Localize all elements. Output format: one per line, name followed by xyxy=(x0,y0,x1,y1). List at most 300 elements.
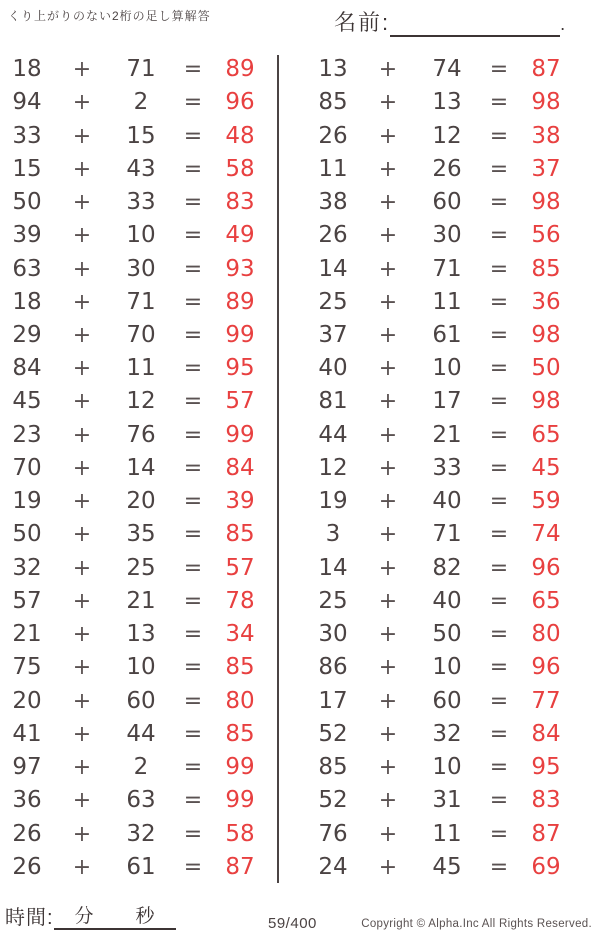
equals-sign: = xyxy=(183,522,203,548)
problem-row xyxy=(0,485,266,518)
plus-operator: + xyxy=(378,389,398,415)
plus-operator: + xyxy=(378,422,398,448)
answer-value: 87 xyxy=(531,56,561,83)
operand-a: 39 xyxy=(12,222,42,249)
answer-value: 36 xyxy=(531,288,561,315)
operand-a: 23 xyxy=(12,421,42,448)
answer-value: 89 xyxy=(225,56,255,83)
answer-value: 56 xyxy=(531,222,561,249)
operand-a: 63 xyxy=(12,255,42,282)
problems-column-right xyxy=(306,53,572,884)
plus-operator: + xyxy=(72,57,92,83)
operand-b: 44 xyxy=(126,720,156,747)
operand-b: 40 xyxy=(432,488,462,515)
equals-sign: = xyxy=(489,588,509,614)
operand-a: 19 xyxy=(318,488,348,515)
equals-sign: = xyxy=(489,755,509,781)
plus-operator: + xyxy=(378,721,398,747)
answer-value: 99 xyxy=(225,421,255,448)
operand-a: 45 xyxy=(12,388,42,415)
equals-sign: = xyxy=(183,322,203,348)
plus-operator: + xyxy=(378,57,398,83)
equals-sign: = xyxy=(183,57,203,83)
operand-b: 26 xyxy=(432,155,462,182)
operand-b: 13 xyxy=(126,621,156,648)
plus-operator: + xyxy=(72,622,92,648)
operand-a: 26 xyxy=(12,820,42,847)
equals-sign: = xyxy=(183,123,203,149)
operand-b: 11 xyxy=(432,288,462,315)
problem-row xyxy=(306,153,572,186)
operand-a: 14 xyxy=(318,255,348,282)
operand-a: 29 xyxy=(12,321,42,348)
equals-sign: = xyxy=(489,356,509,382)
operand-b: 10 xyxy=(126,222,156,249)
operand-b: 14 xyxy=(126,454,156,481)
answer-value: 80 xyxy=(531,621,561,648)
operand-a: 3 xyxy=(325,521,341,548)
plus-operator: + xyxy=(72,156,92,182)
problem-row xyxy=(306,851,572,884)
plus-operator: + xyxy=(72,256,92,282)
equals-sign: = xyxy=(183,422,203,448)
plus-operator: + xyxy=(378,455,398,481)
operand-a: 24 xyxy=(318,853,348,880)
operand-b: 2 xyxy=(133,754,149,781)
operand-a: 19 xyxy=(12,488,42,515)
operand-a: 14 xyxy=(318,554,348,581)
operand-b: 13 xyxy=(432,89,462,116)
problem-row xyxy=(0,618,266,651)
operand-b: 33 xyxy=(126,189,156,216)
answer-value: 58 xyxy=(225,820,255,847)
problem-row xyxy=(0,518,266,551)
problem-row xyxy=(0,119,266,152)
problem-row xyxy=(306,518,572,551)
plus-operator: + xyxy=(378,788,398,814)
plus-operator: + xyxy=(72,90,92,116)
problem-row xyxy=(0,219,266,252)
equals-sign: = xyxy=(183,721,203,747)
operand-b: 10 xyxy=(126,654,156,681)
answer-value: 99 xyxy=(225,754,255,781)
equals-sign: = xyxy=(489,655,509,681)
operand-b: 21 xyxy=(126,587,156,614)
problem-row xyxy=(306,86,572,119)
operand-b: 71 xyxy=(126,288,156,315)
operand-a: 75 xyxy=(12,654,42,681)
equals-sign: = xyxy=(183,788,203,814)
answer-value: 65 xyxy=(531,587,561,614)
plus-operator: + xyxy=(72,422,92,448)
operand-b: 71 xyxy=(126,56,156,83)
operand-a: 25 xyxy=(318,288,348,315)
problem-row xyxy=(306,485,572,518)
equals-sign: = xyxy=(489,721,509,747)
plus-operator: + xyxy=(378,289,398,315)
problem-row xyxy=(306,53,572,86)
answer-value: 98 xyxy=(531,321,561,348)
equals-sign: = xyxy=(183,854,203,880)
operand-a: 40 xyxy=(318,355,348,382)
problem-row xyxy=(0,319,266,352)
answer-value: 95 xyxy=(225,355,255,382)
problem-row xyxy=(0,751,266,784)
answer-value: 45 xyxy=(531,454,561,481)
problem-row xyxy=(306,585,572,618)
answer-value: 87 xyxy=(225,853,255,880)
equals-sign: = xyxy=(183,256,203,282)
problem-row xyxy=(306,718,572,751)
problem-row xyxy=(0,153,266,186)
answer-value: 99 xyxy=(225,321,255,348)
answer-value: 80 xyxy=(225,687,255,714)
operand-a: 26 xyxy=(12,853,42,880)
plus-operator: + xyxy=(378,223,398,249)
column-divider-line xyxy=(277,55,279,883)
plus-operator: + xyxy=(72,821,92,847)
plus-operator: + xyxy=(72,190,92,216)
operand-a: 52 xyxy=(318,787,348,814)
operand-b: 71 xyxy=(432,255,462,282)
operand-a: 36 xyxy=(12,787,42,814)
operand-a: 57 xyxy=(12,587,42,614)
plus-operator: + xyxy=(378,190,398,216)
answer-value: 85 xyxy=(225,654,255,681)
operand-b: 15 xyxy=(126,122,156,149)
problem-row xyxy=(306,651,572,684)
operand-b: 10 xyxy=(432,654,462,681)
plus-operator: + xyxy=(72,322,92,348)
operand-b: 10 xyxy=(432,355,462,382)
operand-b: 21 xyxy=(432,421,462,448)
operand-a: 30 xyxy=(318,621,348,648)
name-blank-line xyxy=(390,13,560,37)
answer-value: 85 xyxy=(225,521,255,548)
plus-operator: + xyxy=(378,655,398,681)
operand-b: 30 xyxy=(432,222,462,249)
operand-b: 30 xyxy=(126,255,156,282)
answer-value: 96 xyxy=(531,654,561,681)
operand-a: 18 xyxy=(12,288,42,315)
operand-a: 18 xyxy=(12,56,42,83)
plus-operator: + xyxy=(378,123,398,149)
problem-row xyxy=(306,817,572,850)
equals-sign: = xyxy=(183,389,203,415)
problem-row xyxy=(0,817,266,850)
answer-value: 98 xyxy=(531,89,561,116)
equals-sign: = xyxy=(183,588,203,614)
answer-value: 98 xyxy=(531,189,561,216)
answer-value: 85 xyxy=(225,720,255,747)
problem-row xyxy=(306,119,572,152)
equals-sign: = xyxy=(489,223,509,249)
problem-row xyxy=(0,53,266,86)
problem-row xyxy=(306,684,572,717)
plus-operator: + xyxy=(72,356,92,382)
problem-row xyxy=(0,784,266,817)
plus-operator: + xyxy=(72,555,92,581)
answer-value: 77 xyxy=(531,687,561,714)
equals-sign: = xyxy=(183,223,203,249)
operand-b: 60 xyxy=(432,189,462,216)
equals-sign: = xyxy=(183,555,203,581)
answer-value: 57 xyxy=(225,554,255,581)
problem-row xyxy=(306,751,572,784)
answer-value: 78 xyxy=(225,587,255,614)
plus-operator: + xyxy=(72,688,92,714)
worksheet-title: くり上がりのない2桁の足し算解答 xyxy=(8,9,211,23)
plus-operator: + xyxy=(72,755,92,781)
plus-operator: + xyxy=(378,489,398,515)
problem-row xyxy=(0,86,266,119)
operand-a: 41 xyxy=(12,720,42,747)
operand-b: 20 xyxy=(126,488,156,515)
problem-row xyxy=(0,452,266,485)
operand-a: 15 xyxy=(12,155,42,182)
operand-a: 44 xyxy=(318,421,348,448)
problem-row xyxy=(0,286,266,319)
answer-value: 96 xyxy=(225,89,255,116)
problem-row xyxy=(0,385,266,418)
operand-b: 60 xyxy=(126,687,156,714)
operand-a: 94 xyxy=(12,89,42,116)
problem-row xyxy=(0,186,266,219)
plus-operator: + xyxy=(72,522,92,548)
equals-sign: = xyxy=(489,123,509,149)
answer-value: 89 xyxy=(225,288,255,315)
operand-b: 35 xyxy=(126,521,156,548)
problem-row xyxy=(306,452,572,485)
operand-b: 31 xyxy=(432,787,462,814)
answer-value: 98 xyxy=(531,388,561,415)
problem-row xyxy=(0,252,266,285)
problem-row xyxy=(0,651,266,684)
plus-operator: + xyxy=(378,821,398,847)
answer-value: 95 xyxy=(531,754,561,781)
plus-operator: + xyxy=(72,489,92,515)
answer-value: 48 xyxy=(225,122,255,149)
equals-sign: = xyxy=(489,455,509,481)
operand-a: 50 xyxy=(12,521,42,548)
operand-a: 17 xyxy=(318,687,348,714)
equals-sign: = xyxy=(183,489,203,515)
operand-a: 70 xyxy=(12,454,42,481)
operand-a: 85 xyxy=(318,89,348,116)
equals-sign: = xyxy=(183,688,203,714)
equals-sign: = xyxy=(489,57,509,83)
copyright-text: Copyright © Alpha.Inc All Rights Reserved. xyxy=(361,918,592,930)
plus-operator: + xyxy=(72,123,92,149)
equals-sign: = xyxy=(183,289,203,315)
operand-b: 2 xyxy=(133,89,149,116)
answer-value: 49 xyxy=(225,222,255,249)
operand-b: 43 xyxy=(126,155,156,182)
answer-value: 57 xyxy=(225,388,255,415)
plus-operator: + xyxy=(378,156,398,182)
answer-value: 85 xyxy=(531,255,561,282)
answer-value: 84 xyxy=(225,454,255,481)
problem-row xyxy=(0,851,266,884)
operand-a: 25 xyxy=(318,587,348,614)
operand-b: 50 xyxy=(432,621,462,648)
problem-row xyxy=(0,419,266,452)
minutes-label: 分 xyxy=(74,906,94,927)
plus-operator: + xyxy=(378,522,398,548)
problem-row xyxy=(306,186,572,219)
equals-sign: = xyxy=(489,555,509,581)
problem-row xyxy=(306,219,572,252)
time-field xyxy=(5,901,176,930)
problem-row xyxy=(0,552,266,585)
answer-value: 50 xyxy=(531,355,561,382)
plus-operator: + xyxy=(72,389,92,415)
equals-sign: = xyxy=(489,322,509,348)
operand-a: 26 xyxy=(318,122,348,149)
problem-row xyxy=(306,319,572,352)
problem-row xyxy=(0,684,266,717)
answer-value: 74 xyxy=(531,521,561,548)
answer-value: 83 xyxy=(225,189,255,216)
operand-a: 81 xyxy=(318,388,348,415)
plus-operator: + xyxy=(72,455,92,481)
operand-a: 13 xyxy=(318,56,348,83)
equals-sign: = xyxy=(489,821,509,847)
equals-sign: = xyxy=(489,489,509,515)
equals-sign: = xyxy=(183,156,203,182)
answer-value: 84 xyxy=(531,720,561,747)
operand-a: 32 xyxy=(12,554,42,581)
plus-operator: + xyxy=(378,356,398,382)
answer-value: 83 xyxy=(531,787,561,814)
equals-sign: = xyxy=(489,289,509,315)
answer-value: 37 xyxy=(531,155,561,182)
operand-b: 61 xyxy=(432,321,462,348)
operand-a: 12 xyxy=(318,454,348,481)
operand-b: 11 xyxy=(432,820,462,847)
plus-operator: + xyxy=(72,223,92,249)
plus-operator: + xyxy=(378,688,398,714)
problems-column-left xyxy=(0,53,266,884)
problem-row xyxy=(306,352,572,385)
operand-a: 86 xyxy=(318,654,348,681)
plus-operator: + xyxy=(72,289,92,315)
plus-operator: + xyxy=(378,256,398,282)
operand-b: 12 xyxy=(432,122,462,149)
equals-sign: = xyxy=(489,256,509,282)
operand-a: 21 xyxy=(12,621,42,648)
answer-value: 96 xyxy=(531,554,561,581)
plus-operator: + xyxy=(72,588,92,614)
operand-b: 70 xyxy=(126,321,156,348)
problem-row xyxy=(0,585,266,618)
problem-row xyxy=(306,252,572,285)
equals-sign: = xyxy=(489,688,509,714)
page-number: 59/400 xyxy=(268,915,317,932)
answer-value: 69 xyxy=(531,853,561,880)
plus-operator: + xyxy=(378,322,398,348)
time-blank-line xyxy=(54,906,176,930)
answer-value: 65 xyxy=(531,421,561,448)
plus-operator: + xyxy=(378,622,398,648)
plus-operator: + xyxy=(378,588,398,614)
answer-value: 59 xyxy=(531,488,561,515)
equals-sign: = xyxy=(183,190,203,216)
operand-a: 26 xyxy=(318,222,348,249)
answer-value: 34 xyxy=(225,621,255,648)
equals-sign: = xyxy=(183,455,203,481)
plus-operator: + xyxy=(378,90,398,116)
problem-row xyxy=(306,784,572,817)
operand-b: 61 xyxy=(126,853,156,880)
operand-b: 10 xyxy=(432,754,462,781)
answer-value: 93 xyxy=(225,255,255,282)
answer-value: 39 xyxy=(225,488,255,515)
equals-sign: = xyxy=(183,90,203,116)
equals-sign: = xyxy=(489,90,509,116)
operand-a: 11 xyxy=(318,155,348,182)
problem-row xyxy=(306,286,572,319)
operand-b: 32 xyxy=(126,820,156,847)
plus-operator: + xyxy=(72,721,92,747)
equals-sign: = xyxy=(489,156,509,182)
equals-sign: = xyxy=(183,622,203,648)
operand-b: 32 xyxy=(432,720,462,747)
problem-row xyxy=(0,718,266,751)
operand-a: 38 xyxy=(318,189,348,216)
equals-sign: = xyxy=(489,622,509,648)
equals-sign: = xyxy=(183,821,203,847)
operand-b: 12 xyxy=(126,388,156,415)
problem-row xyxy=(306,552,572,585)
plus-operator: + xyxy=(72,854,92,880)
equals-sign: = xyxy=(183,655,203,681)
operand-a: 52 xyxy=(318,720,348,747)
operand-b: 74 xyxy=(432,56,462,83)
operand-b: 45 xyxy=(432,853,462,880)
plus-operator: + xyxy=(378,555,398,581)
equals-sign: = xyxy=(489,522,509,548)
operand-b: 25 xyxy=(126,554,156,581)
plus-operator: + xyxy=(378,854,398,880)
answer-value: 58 xyxy=(225,155,255,182)
problem-row xyxy=(306,385,572,418)
equals-sign: = xyxy=(489,854,509,880)
operand-b: 76 xyxy=(126,421,156,448)
operand-b: 60 xyxy=(432,687,462,714)
plus-operator: + xyxy=(72,788,92,814)
equals-sign: = xyxy=(489,190,509,216)
answer-value: 87 xyxy=(531,820,561,847)
operand-a: 37 xyxy=(318,321,348,348)
plus-operator: + xyxy=(72,655,92,681)
operand-a: 84 xyxy=(12,355,42,382)
name-field xyxy=(334,6,565,37)
operand-a: 50 xyxy=(12,189,42,216)
problem-row xyxy=(306,618,572,651)
operand-b: 82 xyxy=(432,554,462,581)
operand-b: 33 xyxy=(432,454,462,481)
operand-a: 33 xyxy=(12,122,42,149)
operand-a: 97 xyxy=(12,754,42,781)
problem-row xyxy=(0,352,266,385)
problem-row xyxy=(306,419,572,452)
operand-b: 63 xyxy=(126,787,156,814)
name-label: 名前: xyxy=(334,10,391,35)
seconds-label: 秒 xyxy=(135,906,155,927)
operand-b: 11 xyxy=(126,355,156,382)
operand-b: 40 xyxy=(432,587,462,614)
